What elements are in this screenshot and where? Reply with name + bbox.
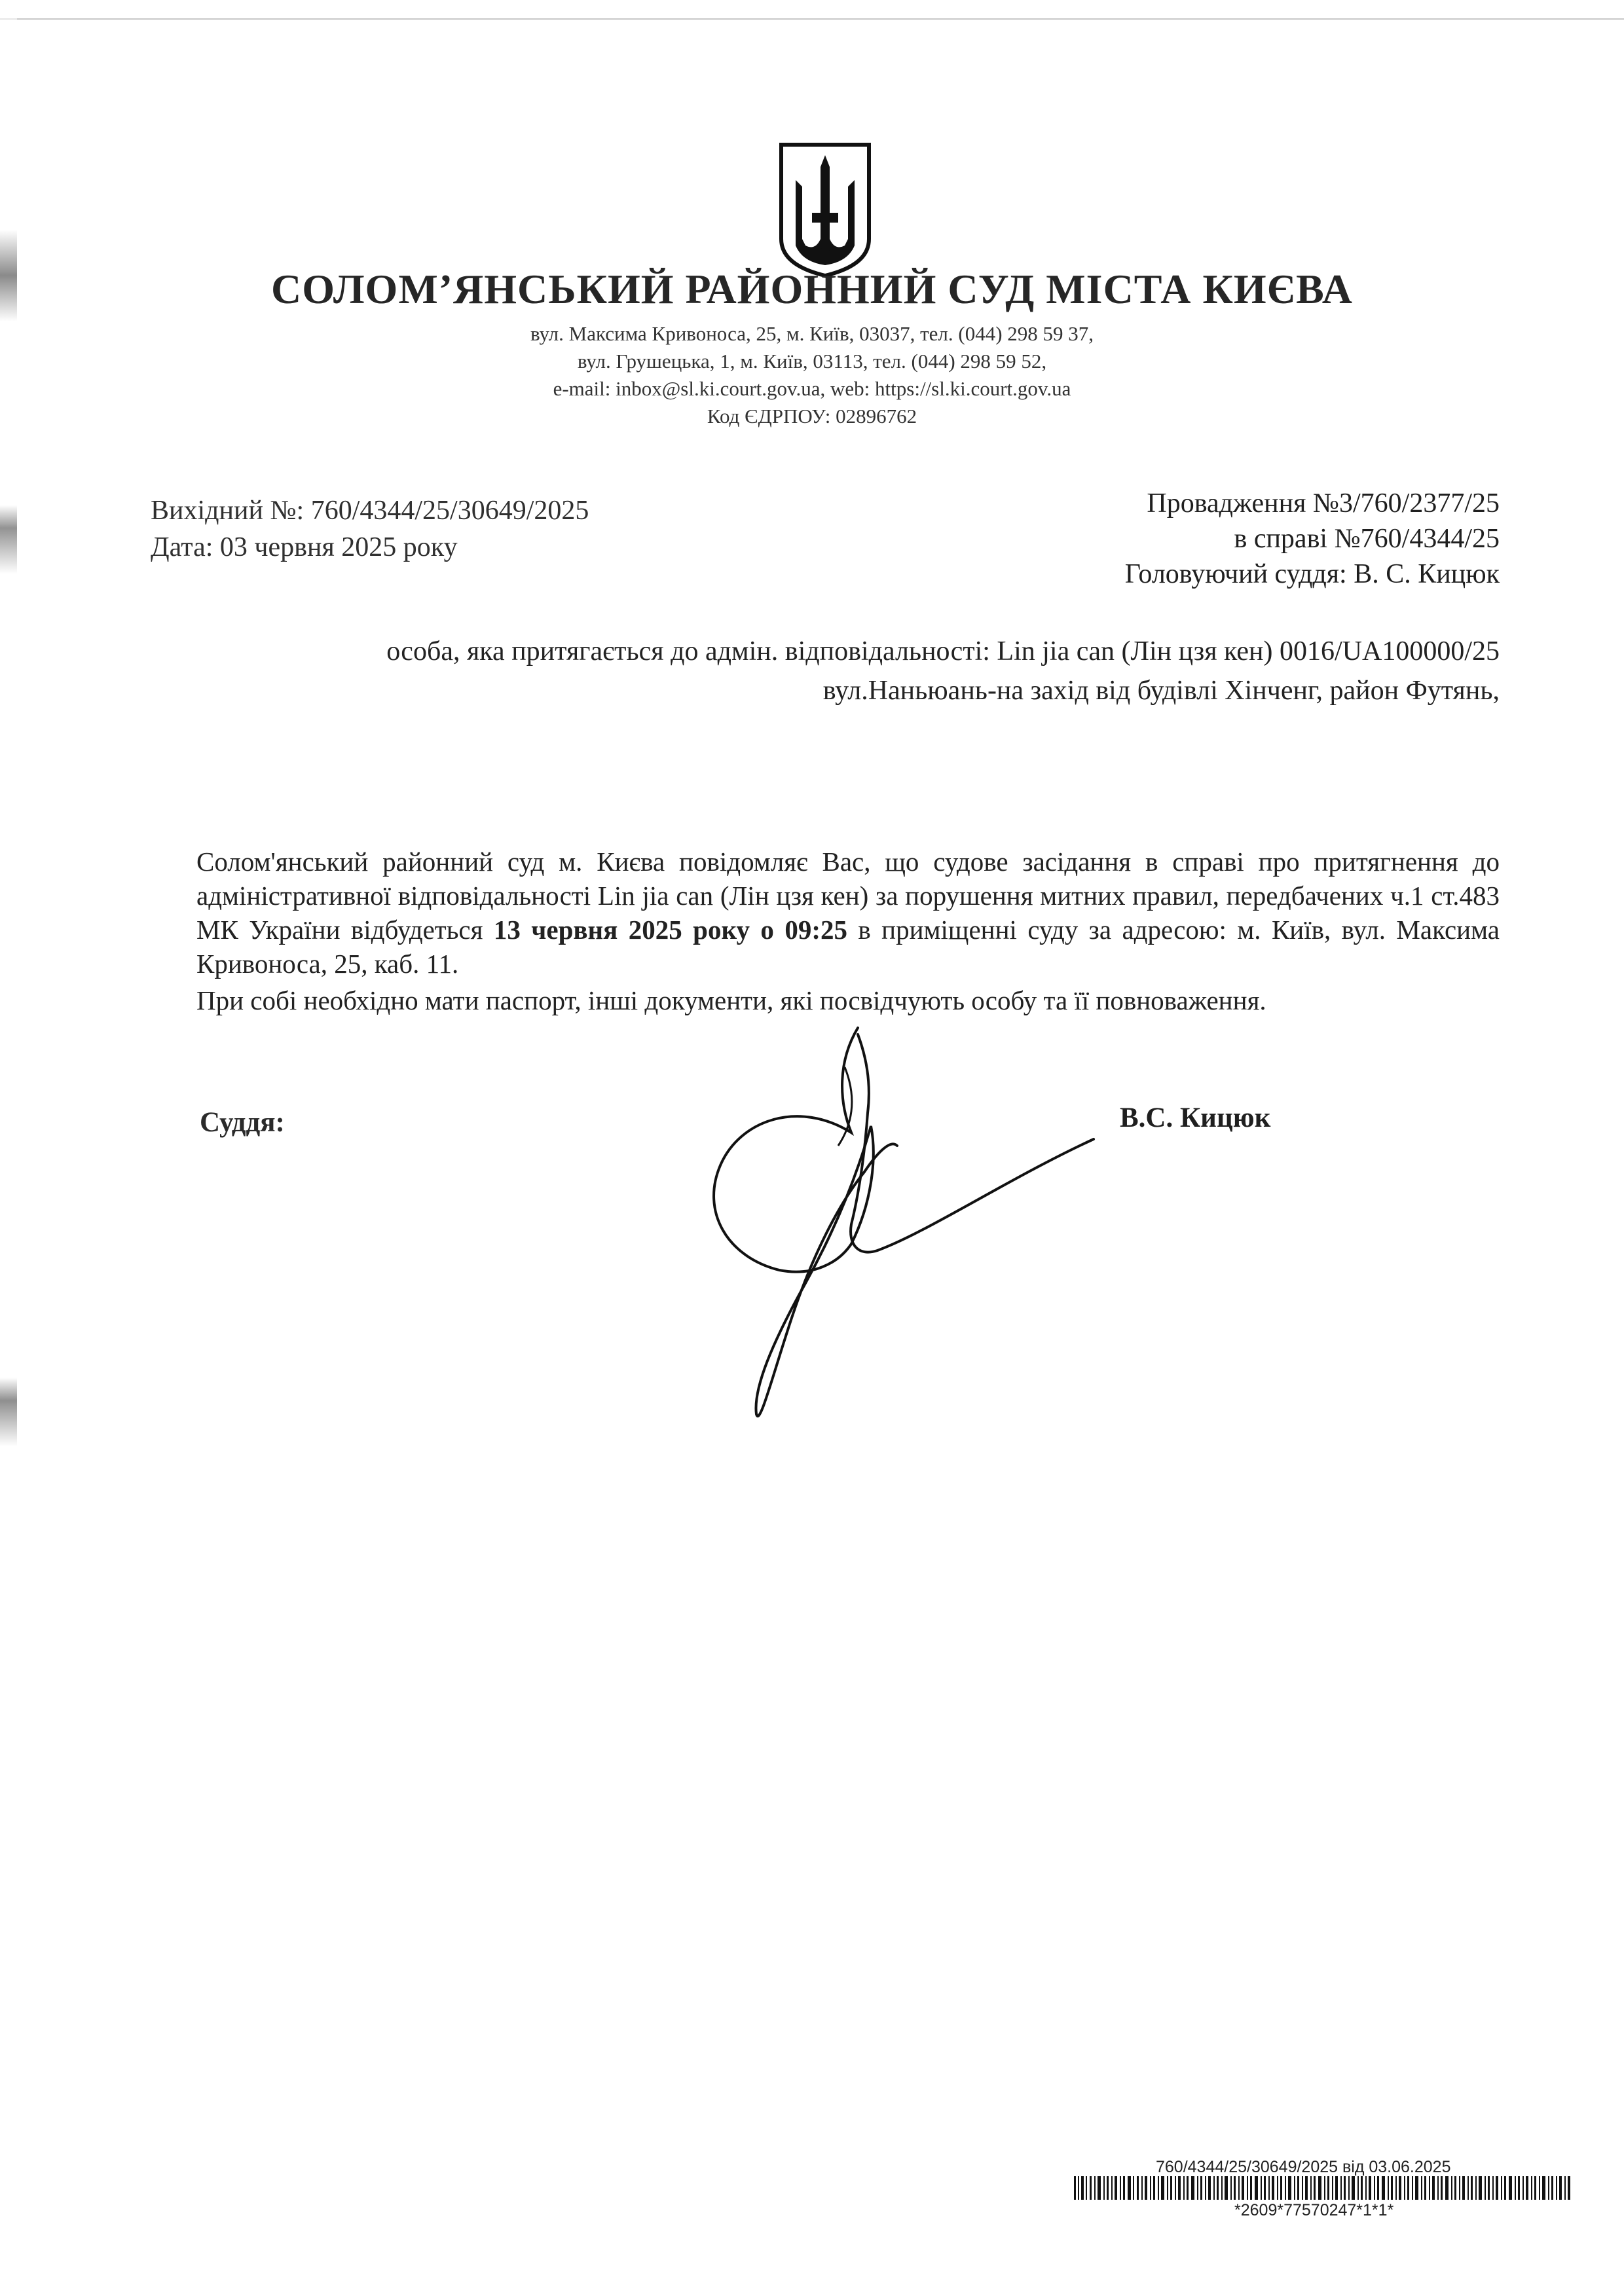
scan-border-line xyxy=(0,18,1624,20)
court-address-1: вул. Максима Кривоноса, 25, м. Київ, 03037, тел. (044) 298 59 37, xyxy=(530,322,1094,345)
coat-of-arms-icon xyxy=(776,141,874,278)
court-address-2: вул. Грушецька, 1, м. Київ, 03113, тел. (044) 298 59 52, xyxy=(577,350,1047,373)
presiding-judge: Головуючий суддя: В. С. Кицюк xyxy=(1124,559,1500,589)
addressee-line-1: особа, яка притягається до адмін. відповідальності: Lin jia can (Лін цзя кен) 0016/UA100000/25 xyxy=(386,636,1500,666)
proceeding-number: Провадження №3/760/2377/25 xyxy=(1147,488,1500,519)
handwritten-signature xyxy=(642,1008,1113,1427)
notice-text-end: в приміщенні суду за адресою: м. Київ, вул. Максима Кривоноса, 25, каб. 11. xyxy=(196,915,1500,979)
court-contacts: e-mail: inbox@sl.ki.court.gov.ua, web: https://sl.ki.court.gov.ua xyxy=(553,377,1071,400)
addressee-line-2: вул.Наньюань-на захід від будівлі Хінченг, район Футянь, xyxy=(822,676,1500,706)
document-date: Дата: 03 червня 2025 року xyxy=(151,532,458,562)
hearing-datetime: 13 червня 2025 року о 09:25 xyxy=(493,915,847,945)
judge-label: Суддя: xyxy=(200,1107,285,1138)
judge-name: В.С. Кицюк xyxy=(1120,1102,1271,1133)
notice-paragraph xyxy=(196,845,1500,981)
court-name: СОЛОМ’ЯНСЬКИЙ РАЙОННИЙ СУД МІСТА КИЄВА xyxy=(271,266,1353,312)
case-number: в справі №760/4344/25 xyxy=(1234,524,1500,554)
barcode xyxy=(1074,2176,1572,2200)
barcode-reference: 760/4344/25/30649/2025 від 03.06.2025 xyxy=(1156,2158,1451,2176)
court-edrpou: Код ЄДРПОУ: 02896762 xyxy=(707,405,917,428)
outgoing-number: Вихідний №: 760/4344/25/30649/2025 xyxy=(151,496,589,526)
documents-paragraph: При собі необхідно мати паспорт, інші документи, які посвідчують особу та її повноваження. xyxy=(196,985,1266,1015)
barcode-code: *2609*77570247*1*1* xyxy=(1234,2201,1394,2219)
notice-text-start: Солом'янський районний суд м. Києва повідомляє Вас, що судове засідання в справі про притягнення до адміністративної відповідальності Lin jia can (Лін цзя кен) за порушення митних правил, передбачених ч.1 ст.483 МК України відбудеться xyxy=(196,847,1500,945)
